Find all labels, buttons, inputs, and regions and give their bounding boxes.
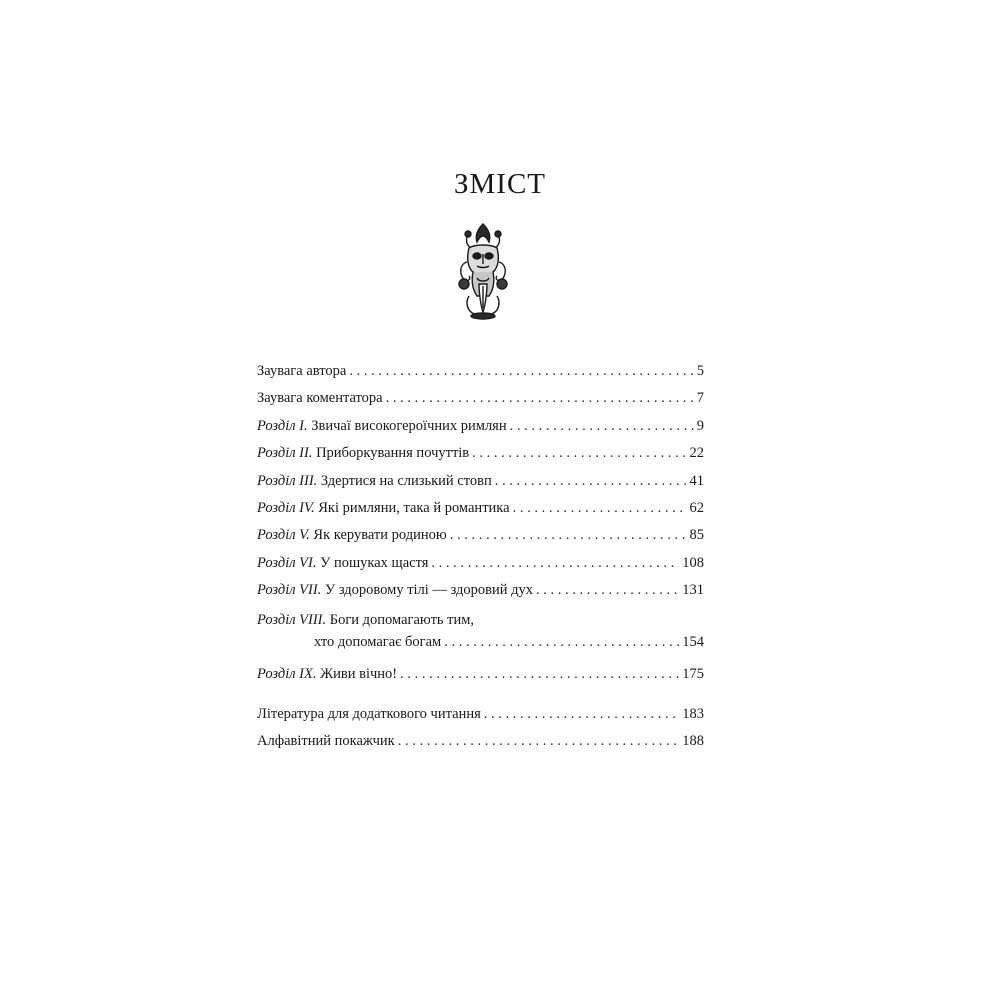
chapter-label: Розділ III. (257, 472, 318, 489)
dot-leader (484, 706, 679, 723)
toc-entry-page: 9 (696, 417, 704, 434)
dot-leader (513, 500, 687, 517)
toc-entry-title: Здертися на слизький стовп (320, 472, 492, 489)
toc-entry (257, 527, 704, 554)
ornate-mask-icon (455, 222, 511, 320)
toc-entry-title: Звичаї високогероїчних римлян (311, 417, 507, 434)
table-of-contents (257, 363, 704, 761)
dot-leader (450, 527, 687, 544)
chapter-label: Розділ II. (257, 445, 313, 462)
toc-entry-page: 131 (682, 582, 704, 599)
page-title: ЗМІСТ (453, 168, 547, 200)
chapter-label: Розділ VIII. (257, 611, 327, 628)
dot-leader (386, 390, 694, 407)
toc-entry-title: У пошуках щастя (320, 554, 429, 571)
toc-entry-page: 154 (682, 633, 704, 650)
toc-entry (257, 445, 704, 472)
toc-entry-page: 183 (682, 705, 704, 722)
toc-entry (257, 555, 704, 582)
toc-entry (257, 582, 704, 609)
dot-leader (510, 418, 694, 435)
toc-entry-title: Боги допомагають тим, (329, 611, 475, 628)
toc-entry-title: Які римляни, така й романтика (318, 499, 510, 516)
toc-entry (257, 612, 704, 666)
chapter-label: Розділ VII. (257, 582, 322, 599)
toc-entry-page: 188 (682, 733, 704, 750)
toc-entry (257, 390, 704, 417)
dot-leader (444, 634, 679, 651)
toc-entry (257, 473, 704, 500)
toc-entry-title-continued: хто допомагає богам (314, 633, 442, 650)
toc-entry-page: 175 (682, 665, 704, 682)
toc-entry (257, 666, 704, 693)
toc-entry-title: У здоровому тілі — здоровий дух (324, 582, 534, 599)
toc-entry-page: 85 (689, 527, 704, 544)
chapter-label: Розділ I. (257, 417, 308, 434)
toc-entry (257, 706, 704, 733)
toc-entry-title: Заувага коментатора (257, 390, 383, 407)
chapter-label: Розділ VI. (257, 554, 317, 571)
toc-entry-page: 41 (689, 472, 704, 489)
dot-leader (400, 666, 679, 683)
toc-entry-page: 5 (696, 363, 704, 379)
toc-entry-title: Живи вічно! (320, 665, 398, 682)
dot-leader (431, 555, 679, 572)
toc-entry-page: 108 (682, 554, 704, 571)
toc-entry (257, 733, 704, 760)
dot-leader (398, 733, 680, 750)
toc-entry (257, 363, 704, 390)
toc-entry (257, 500, 704, 527)
toc-entry-title: Як керувати родиною (313, 527, 447, 544)
toc-entry-title: Заувага автора (257, 363, 347, 379)
dot-leader (536, 582, 679, 599)
dot-leader (495, 473, 687, 490)
toc-entry-page: 7 (696, 390, 704, 407)
dot-leader (472, 445, 686, 462)
toc-entry-page: 22 (689, 445, 704, 462)
chapter-label: Розділ IX. (257, 665, 317, 682)
chapter-label: Розділ V. (257, 527, 310, 544)
toc-entry-title: Приборкування почуттів (316, 445, 470, 462)
toc-entry-title: Література для додаткового читання (257, 705, 481, 722)
toc-entry (257, 418, 704, 445)
toc-entry-page: 62 (689, 499, 704, 516)
dot-leader (349, 363, 693, 380)
toc-entry-title: Алфавітний покажчик (257, 733, 395, 750)
chapter-label: Розділ IV. (257, 499, 315, 516)
